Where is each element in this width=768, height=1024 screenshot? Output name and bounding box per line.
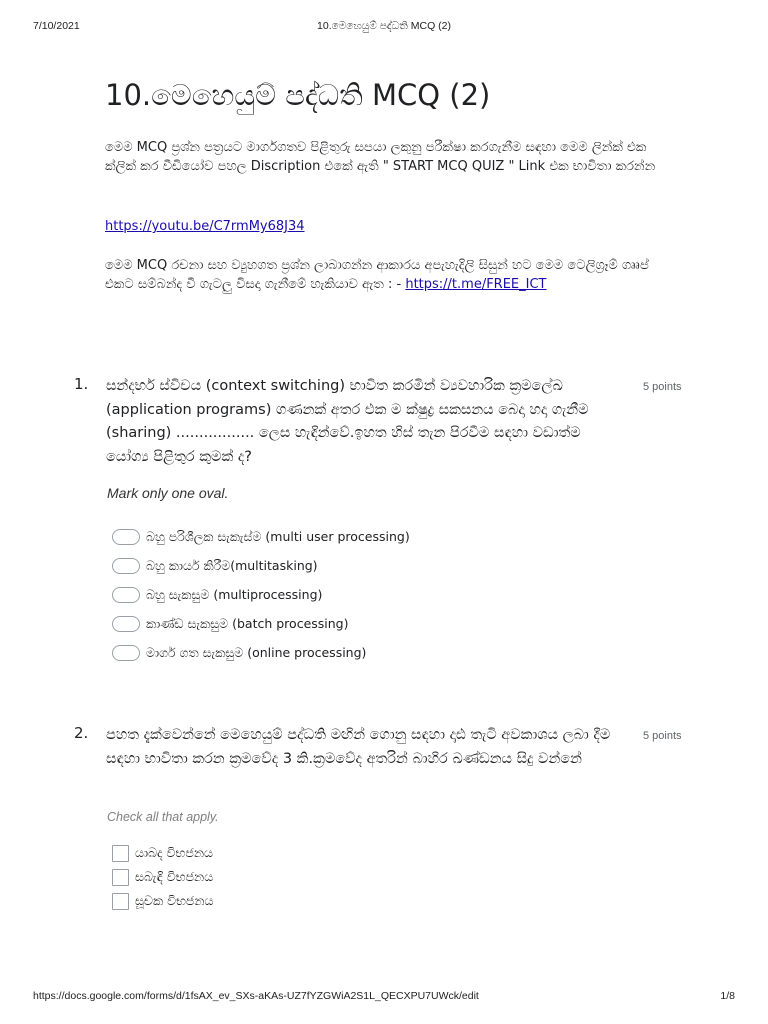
- radio-option[interactable]: [112, 609, 410, 638]
- radio-oval[interactable]: [112, 587, 140, 603]
- radio-option[interactable]: [112, 638, 410, 667]
- checkbox-option[interactable]: [112, 841, 214, 865]
- telegram-description-text: මෙම MCQ රචනා සහ ව්‍යුහගත ප්‍රශ්න ලාබාගන්න ආකාරය අපැහැදිලි සිසුන් හට මෙම ටෙලිග්‍රෑම් ගෲප් එකට සම්බන්ද වී ගැටලු විසදා ගැනීමේ හැකියාව ඇත : -: [105, 258, 649, 292]
- radio-option[interactable]: [112, 522, 410, 551]
- option-label: බහු සැකසුම (multiprocessing): [146, 586, 323, 602]
- checkbox[interactable]: [112, 893, 129, 910]
- radio-oval[interactable]: [112, 529, 140, 545]
- checkbox-option-list: [112, 841, 214, 913]
- option-label: බහු කාර්ය කිරීම(multitasking): [146, 557, 318, 573]
- print-header: [33, 20, 735, 34]
- radio-oval[interactable]: [112, 616, 140, 632]
- option-label: බහු පරිශීලක සැකැස්ම (multi user processing): [146, 528, 410, 544]
- question-instruction: Mark only one oval.: [107, 485, 229, 501]
- question-number: 2.: [74, 724, 89, 742]
- option-label: සූචක විභජනය: [135, 893, 214, 908]
- option-label: සබැඳි විභජනය: [135, 869, 214, 884]
- question-text: පහත දැක්වෙන්නේ මෙහෙයුම් පද්ධති මඟින් ගොනු සඳහා දෘඪ තැටි අවකාශය ලබා දීම සඳහා භාවිතා කරන ක්‍රමවේද 3 කි.ක්‍රමවේද අතරින් බාහිර ඛණ්ඩනය සිදු වන්නේ: [106, 727, 611, 767]
- question-text: සන්දර්භ ස්විචය (context switching) භාවිත කරමින් ව්‍යවහාරික ක්‍රමලේඛ (application programs) ගණනක් අතර එක ම ක්ෂුද්‍ර සකසනය බෙදා හදා ගැනීම (sharing) ................. ලෙස හැඳින්වේ.ඉහත හිස් තැන පිරවීම සඳහා වඩාත්ම යෝග්‍ය පිළිතුර කුමක් ද?: [106, 378, 589, 465]
- question-points: 5 points: [643, 730, 682, 742]
- checkbox-option[interactable]: [112, 865, 214, 889]
- radio-oval[interactable]: [112, 645, 140, 661]
- print-footer: [33, 990, 735, 1004]
- radio-option-list: [112, 522, 410, 667]
- page-number: 1/8: [720, 990, 735, 1002]
- question-instruction: Check all that apply.: [107, 810, 219, 824]
- option-label: කාණ්ඩ සැකසුම (batch processing): [146, 615, 349, 631]
- checkbox[interactable]: [112, 869, 129, 886]
- checkbox-option[interactable]: [112, 889, 214, 913]
- youtube-link-paragraph: [105, 217, 680, 236]
- radio-option[interactable]: [112, 551, 410, 580]
- print-date: 7/10/2021: [33, 20, 80, 32]
- print-document-title: 10.මෙහෙයුම් පද්ධති MCQ (2): [317, 20, 451, 32]
- checkbox[interactable]: [112, 845, 129, 862]
- print-url: https://docs.google.com/forms/d/1fsAX_ev_SXs-aKAs-UZ7fYZGWiA2S1L_QECXPU7UWck/edit: [33, 990, 479, 1002]
- option-label: මාර්ග ගත සැකසුම (online processing): [146, 644, 367, 660]
- radio-option[interactable]: [112, 580, 410, 609]
- youtube-link[interactable]: https://youtu.be/C7rmMy68J34: [105, 219, 305, 234]
- question-points: 5 points: [643, 381, 682, 393]
- telegram-description: [105, 256, 680, 294]
- form-title: 10.මෙහෙයුම් පද්ධති MCQ (2): [105, 78, 491, 112]
- form-description: මෙම MCQ ප්‍රශ්න පත්‍රයට මාර්ගගතව පිළිතුරු සපයා ලකුනු පරීක්ෂා කරගැනීම සඳහා මෙම ලින්ක් එක ක්ලික් කර වීඩියෝව පහල Discription එකේ ඇති " START MCQ QUIZ " Link එක භාවිතා කරන්න: [105, 140, 656, 174]
- radio-oval[interactable]: [112, 558, 140, 574]
- question-number: 1.: [74, 375, 89, 393]
- option-label: යාබද විභජනය: [135, 845, 213, 860]
- telegram-link[interactable]: https://t.me/FREE_ICT: [405, 277, 547, 292]
